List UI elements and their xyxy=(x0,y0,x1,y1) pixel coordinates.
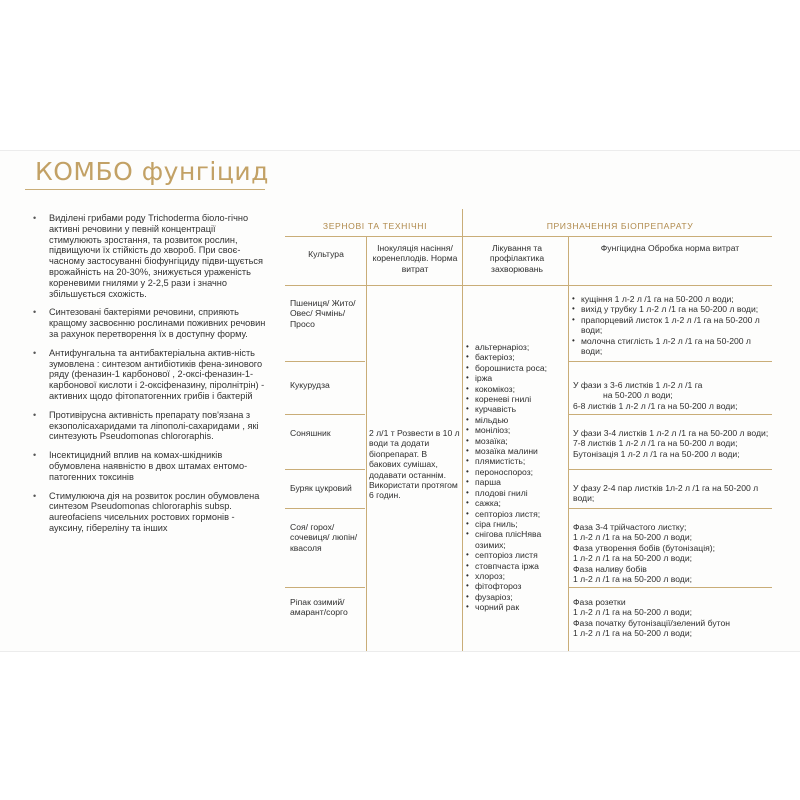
culture-cell: Соя/ горох/ сочевиця/ люпін/квасоля xyxy=(290,522,358,553)
bullet-icon: • xyxy=(33,213,37,223)
fungicide-cell-soy: Фаза 3-4 трійчастого листку; 1 л-2 л /1 га на 50-200 л води; Фаза утворення бобів (бутонізація); 1 л-2 л /1 га на 50-200 л води; Фаза наливу бобів 1 л-2 л /1 га на 50-200 л води; xyxy=(573,522,716,585)
list-item: • бактеріоз; xyxy=(465,352,569,362)
group-header-crops: ЗЕРНОВІ ТА ТЕХНІЧНІ xyxy=(322,221,428,231)
fungicide-cell-sunflower: У фази 3-4 листків 1 л-2 л /1 га на 50-200 л води; 7-8 листків 1 л-2 л /1 га на 50-200 л води; Бутонізація 1 л-2 л /1 га на 50-200 л води; xyxy=(573,428,769,459)
list-item: • мозаїка малини xyxy=(465,446,569,456)
bullet-icon: • xyxy=(33,490,37,501)
intro-item: • Синтезовані бактеріями речовини, сприяють кращому засвоєнню рослинами поживних речовин за рахунок перетворення їх в доступну форму. xyxy=(33,307,266,339)
list-item: • снігова плісНява озимих; xyxy=(465,529,569,550)
list-item: • кущіння 1 л-2 л /1 га на 50-200 л води; xyxy=(571,294,771,304)
fungicide-cell-beet: У фазу 2-4 пар листків 1л-2 л /1 га на 50-200 л води; xyxy=(573,483,759,504)
page-title: КОМБО фунгіцид xyxy=(35,157,269,186)
list-item: • кореневі гнилі xyxy=(465,394,569,404)
list-item: • чорний рак xyxy=(465,602,569,612)
list-item: • вихід у трубку 1 л-2 л /1 га на 50-200 л води; xyxy=(571,304,771,314)
list-item: • плямистість; xyxy=(465,456,569,466)
title-underline xyxy=(25,189,265,190)
list-item: • хлороз; xyxy=(465,571,569,581)
list-item: • сіра гниль; xyxy=(465,519,569,529)
list-item: • плодові гнилі xyxy=(465,488,569,498)
table-divider xyxy=(285,414,365,415)
table-divider xyxy=(568,508,772,509)
bullet-icon: • xyxy=(33,307,37,318)
brochure-page xyxy=(0,150,800,652)
fungicide-cell-rape: Фаза розетки 1 л-2 л /1 га на 50-200 л води; Фаза початку бутонізації/зелений бутон 1 л-2 л /1 га на 50-200 л води; xyxy=(573,597,731,639)
list-item: • мозаїка; xyxy=(465,436,569,446)
bullet-icon: • xyxy=(33,450,37,461)
list-item: • фузаріоз; xyxy=(465,592,569,602)
list-item: • фітофтороз xyxy=(465,581,569,591)
list-item: • борошниста роса; xyxy=(465,363,569,373)
intro-item: • Антифунгальна та антибактеріальна актив-ність зумовлена : синтезом антибіотиків фена-зинового ряду (феназин-1 карбонової , 2-оксі-феназин-1-карбонової кислоти і 2-оксіфеназину, піролнітрін) - активних щодо фітопатогенних грибів і бактерій xyxy=(33,347,265,401)
list-item: • септоріоз листя xyxy=(465,550,569,560)
culture-cell: Ріпак озимий/ амарант/сорго xyxy=(290,597,348,618)
col-header-fungicide: Фунгіцидна Обробка норма витрат xyxy=(600,243,740,253)
list-item: • септоріоз листя; xyxy=(465,509,569,519)
fungicide-cell-wheat xyxy=(571,294,771,356)
list-item: • моніліоз; xyxy=(465,425,569,435)
fungicide-cell-corn: У фази з 3-6 листків 1 л-2 л /1 га на 50-200 л води; 6-8 листків 1 л-2 л /1 га на 50-200 л води; xyxy=(573,380,738,411)
list-item: • парша xyxy=(465,477,569,487)
table-divider xyxy=(568,414,772,415)
table-divider xyxy=(285,508,365,509)
table-divider xyxy=(568,361,772,362)
inoculation-cell: 2 л/1 т Розвести в 10 л води та додати біопрепарат. В бакових сумішах, додавати останнім. Використати протягом 6 годин. xyxy=(369,428,460,501)
table-divider xyxy=(462,209,463,651)
table-divider xyxy=(568,587,772,588)
intro-list xyxy=(30,213,268,542)
diseases-list xyxy=(465,342,569,613)
table-divider xyxy=(285,361,365,362)
table-divider xyxy=(568,469,772,470)
list-item: • пероноспороз; xyxy=(465,467,569,477)
list-item: • молочна стиглість 1 л-2 л /1 га на 50-200 л води; xyxy=(571,336,771,357)
list-item: • альтернаріоз; xyxy=(465,342,569,352)
list-item: • кокомікоз; xyxy=(465,384,569,394)
bullet-icon: • xyxy=(33,347,37,358)
col-header-culture: Культура xyxy=(308,249,344,259)
culture-cell: Соняшник xyxy=(290,428,331,438)
col-header-treatment: Лікування та профілактика захворювань xyxy=(489,243,545,274)
bullet-icon: • xyxy=(33,409,37,420)
list-item: • курчавість xyxy=(465,404,569,414)
intro-item: • Інсектицидний вплив на комах-шкідників обумовлена наявністю в двох штамах ентомо-патогенних токсинів xyxy=(33,450,248,482)
table-divider xyxy=(285,236,772,237)
table-divider xyxy=(366,236,367,651)
list-item: • мільдью xyxy=(465,415,569,425)
table-divider xyxy=(285,587,365,588)
culture-cell: Пшениця/ Жито/Овес/ Ячмінь/ Просо xyxy=(290,298,356,329)
table-divider xyxy=(285,285,772,286)
list-item: • сажка; xyxy=(465,498,569,508)
col-header-inoculation: Інокуляція насіння/ коренеплодів. Норма витрат xyxy=(372,243,458,274)
list-item: • стовпчаста іржа xyxy=(465,561,569,571)
list-item: • прапорцевий листок 1 л-2 л /1 га на 50-200 л води; xyxy=(571,315,771,336)
culture-cell: Буряк цукровий xyxy=(290,483,352,493)
intro-item: • Виділені грибами роду Trichoderma біоло-гічно активні речовини у певній концентрації стимулюють зростання, та розвиток рослин, підвищуючи їх стійкість до хвороб. При своє-часному застосуванні біофунгіциду підви-щується врожайність на 20-30%, знижується ураженість кореневими гнилями у 2-2,5 рази і значно збільшується схожість. xyxy=(33,213,263,299)
table-divider xyxy=(285,469,365,470)
list-item: • іржа xyxy=(465,373,569,383)
intro-item: • Стимулюючa дія на розвиток рослин обумовлена синтезом Pseudomonas chlororaphis subsp. aureofaciens чисельних ростових гормонів - ауксину, гібереліну та інших xyxy=(33,490,260,533)
intro-item: • Противірусна активність препарату пов'язана з екзополісахаридами та ліпополі-сахаридами , які синтезують Pseudomonas chlororaphis. xyxy=(33,409,259,442)
culture-cell: Кукурудза xyxy=(290,380,330,390)
group-header-purpose: ПРИЗНАЧЕННЯ БІОПРЕПАРАТУ xyxy=(546,221,694,231)
